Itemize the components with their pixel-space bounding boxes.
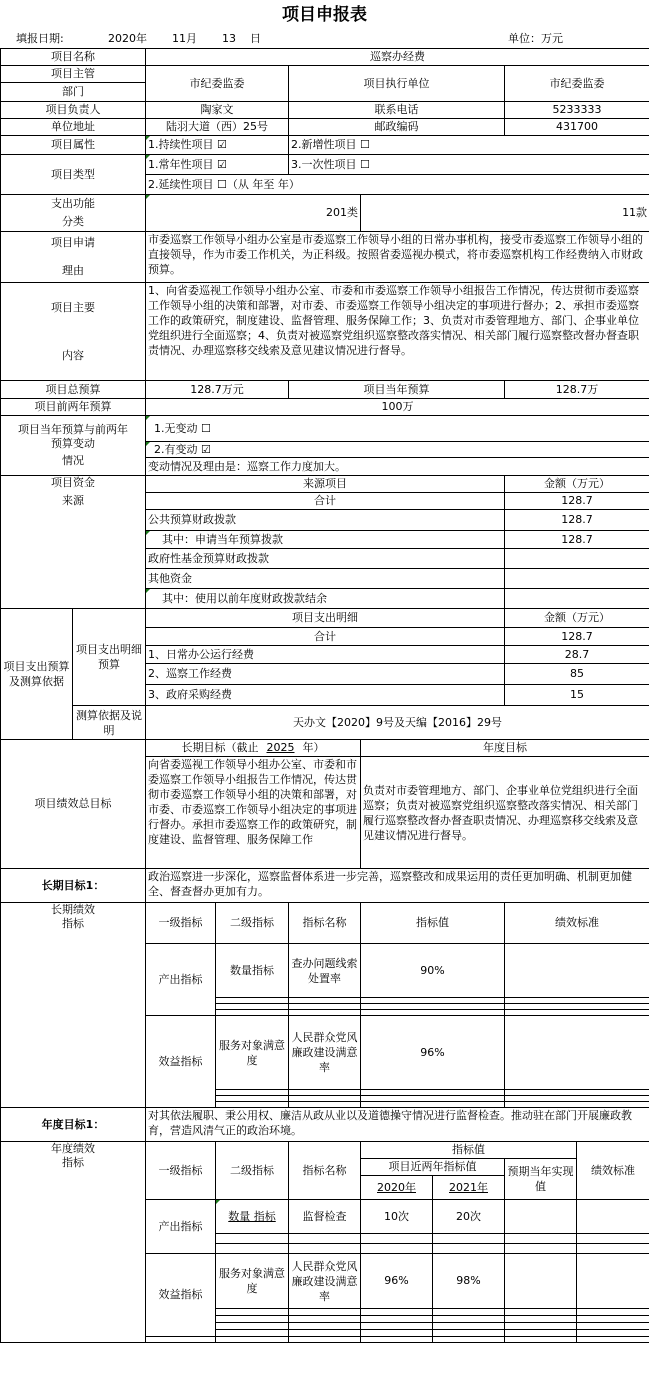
long-col-value: 指标值: [361, 903, 505, 944]
budget-change-label-3: 情况: [62, 454, 84, 467]
fund-row-amount: [505, 549, 649, 569]
budget-change-label-1: 项目当年预算与前两年: [18, 423, 128, 436]
post-value: 431700: [505, 119, 649, 136]
exec-unit-value: 市纪委监委: [505, 66, 649, 102]
annual-col-l2: 二级指标: [216, 1142, 289, 1200]
annual-benefit-expected: [505, 1254, 577, 1309]
fund-row-name: 合计: [146, 493, 505, 510]
content-label-1: 项目主要: [51, 300, 95, 314]
leader-label: 项目负责人: [1, 102, 146, 119]
annual-col-recent: 项目近两年指标值: [361, 1159, 505, 1176]
annual-perf-label-2: 指标: [62, 1156, 84, 1169]
type-option-1: 1.常年性项目 ☑: [146, 155, 289, 175]
form-title: 项目申报表: [282, 5, 367, 25]
annual-benefit-std: [577, 1254, 649, 1309]
budget-change-label: [1, 416, 146, 476]
annual-output-expected: [505, 1200, 577, 1234]
annual-benefit-name: 人民群众党风廉政建设满意率: [289, 1254, 361, 1309]
type-option-3: 3.一次性项目 ☐: [289, 155, 649, 175]
content-text: 1、向省委巡视工作领导小组办公室、市委和市委巡察工作领导小组报告工作情况，传达贯彻市委巡察工作领导小组的决策和部署，对市委、市委巡察工作领导小组决定的事项进行督办；2、承担市委巡察工作的政策研究，制度建设、监督管理、服务保障工作；3、负责对市委管理地方、部门、企事业单位党组织进行全面巡察；4、负责对被巡察党组织巡察整改落实情况、相关部门履行巡察整改督办督查职责情况、办理巡察移交线索及意见建议情况进行督导。: [146, 283, 649, 381]
fill-date-day-suffix: 日: [250, 32, 261, 45]
prev-budget-value: 100万: [146, 399, 649, 416]
annual-output-l2: 数量 指标: [216, 1200, 289, 1234]
fund-row-amount: 128.7: [505, 493, 649, 510]
annual-benefit-2021: 98%: [433, 1254, 505, 1309]
annual-output-std: [577, 1200, 649, 1234]
type-label: 项目类型: [1, 155, 146, 195]
long-col-l1: 一级指标: [146, 903, 216, 944]
fill-date-month: 11月: [172, 32, 197, 45]
dept-label-1: 项目主管: [1, 66, 146, 83]
function-label-1: 支出功能: [51, 197, 95, 210]
exec-unit-label: 项目执行单位: [289, 66, 505, 102]
annual-output-2021: 20次: [433, 1200, 505, 1234]
phone-value: 5233333: [505, 102, 649, 119]
reason-text: 市委巡察工作领导小组办公室是市委巡察工作领导小组的日常办事机构，接受市委巡察工作领导小组的直接领导，作为市委工作机关，为正科级。按照省委巡视办模式，将市委巡察机构工作经费纳入市财政预算。: [146, 232, 649, 283]
fund-row-amount: 128.7: [505, 510, 649, 531]
annual-col-std: 绩效标准: [577, 1142, 649, 1200]
fund-row-amount: [505, 569, 649, 589]
expense-col-amount: 金额（万元）: [505, 609, 649, 628]
long-output-value: 90%: [361, 944, 505, 998]
current-budget-value: 128.7万: [505, 381, 649, 399]
annual-output-label: 产出指标: [146, 1200, 216, 1254]
long-goal-label: 长期目标1：: [1, 869, 146, 903]
dept-label-2: 部门: [1, 83, 146, 102]
long-goal-text: 政治巡察进一步深化，巡察监督体系进一步完善，巡察整改和成果运用的责任更加明确、机制更加健全、督查督办更加有力。: [146, 869, 649, 903]
annual-perf-label-1: 年度绩效: [51, 1142, 95, 1155]
expense-col-detail: 项目支出明细: [146, 609, 505, 628]
budget-change-option-2: 2.有变动 ☑: [146, 442, 649, 458]
project-name-label: 项目名称: [1, 49, 146, 66]
prev-budget-label: 项目前两年预算: [1, 399, 146, 416]
budget-change-label-2: 预算变动: [51, 437, 95, 450]
current-budget-label: 项目当年预算: [289, 381, 505, 399]
fund-row-name: 政府性基金预算财政拨款: [146, 549, 505, 569]
perf-long-head: [146, 740, 361, 757]
fund-source-label-2: 来源: [62, 494, 84, 507]
fund-row-name: 其中：使用以前年度财政拨款结余: [146, 589, 505, 609]
total-budget-label: 项目总预算: [1, 381, 146, 399]
annual-col-2021: [433, 1176, 505, 1200]
function-label: [1, 195, 146, 232]
fund-source-label-1: 项目资金: [51, 476, 95, 489]
content-label: [1, 283, 146, 381]
annual-output-name: 监督检查: [289, 1200, 361, 1234]
perf-long-head-year: 2025: [266, 741, 295, 754]
long-perf-label-1: 长期绩效: [51, 903, 95, 916]
annual-goal-label: 年度目标1：: [1, 1108, 146, 1142]
long-col-l2: 二级指标: [216, 903, 289, 944]
long-perf-label: [1, 903, 146, 1108]
expense-row-name: 2、巡察工作经费: [146, 664, 505, 685]
reason-label: [1, 232, 146, 283]
annual-col-l1: 一级指标: [146, 1142, 216, 1200]
expense-basis-value: 天办文【2020】9号及天编【2016】29号: [146, 706, 649, 740]
project-application-form: [0, 48, 649, 1343]
fund-row-amount: 128.7: [505, 531, 649, 549]
perf-long-head-1: 长期目标（截止: [181, 741, 259, 754]
annual-benefit-2020: 96%: [361, 1254, 433, 1309]
function-label-2: 分类: [62, 215, 84, 228]
type-option-2: 2.延续性项目 ☐（从 年至 年）: [146, 175, 649, 195]
attribute-label: 项目属性: [1, 136, 146, 155]
long-benefit-label: 效益指标: [146, 1016, 216, 1108]
perf-long-text: 向省委巡视工作领导小组办公室、市委和市委巡察工作领导小组报告工作情况，传达贯彻市委巡察工作领导小组的决策和部署，对市委、市委巡察工作领导小组决定的事项进行督办。承担市委巡察工作的政策研究，制度建设、监督管理、服务保障工作: [146, 757, 361, 869]
fill-date-year: 2020年: [108, 32, 147, 45]
reason-label-2: 理由: [62, 264, 84, 277]
expense-row-amount: 85: [505, 664, 649, 685]
annual-goal-text: 对其依法履职、秉公用权、廉洁从政从业以及道德操守情况进行监督检查。推动驻在部门开展廉政教育，营造风清气正的政治环境。: [146, 1108, 649, 1142]
long-perf-label-2: 指标: [62, 917, 84, 930]
long-benefit-name: 人民群众党风廉政建设满意率: [289, 1016, 361, 1090]
attribute-option-2: 2.新增性项目 ☐: [289, 136, 649, 155]
fund-source-label: [1, 476, 146, 609]
long-output-l2: 数量指标: [216, 944, 289, 998]
total-budget-value: 128.7万元: [146, 381, 289, 399]
long-col-std: 绩效标准: [505, 903, 649, 944]
annual-col-2020: [361, 1176, 433, 1200]
long-output-label: 产出指标: [146, 944, 216, 1016]
perf-annual-head: 年度目标: [361, 740, 649, 757]
attribute-option-1: 1.持续性项目 ☑: [146, 136, 289, 155]
annual-benefit-l2: 服务对象满意度: [216, 1254, 289, 1309]
unit-label: 单位：万元: [508, 32, 563, 45]
annual-col-2020-text: 2020年: [377, 1180, 416, 1194]
perf-long-head-2: 年）: [302, 741, 325, 754]
post-label: 邮政编码: [289, 119, 505, 136]
function-item: 11款: [361, 195, 649, 232]
perf-total-label: 项目绩效总目标: [1, 740, 146, 869]
expense-row-name: 1、日常办公运行经费: [146, 646, 505, 664]
fund-col-source: 来源项目: [146, 476, 505, 493]
annual-col-name: 指标名称: [289, 1142, 361, 1200]
annual-output-2020: 10次: [361, 1200, 433, 1234]
long-benefit-std: [505, 1016, 649, 1090]
budget-change-option-1: 1.无变动 ☐: [146, 416, 649, 442]
expense-basis-label: 测算依据及说明: [73, 706, 146, 740]
fund-row-name: 其中：申请当年预算拨款: [146, 531, 505, 549]
expense-inner-label: 项目支出明细预算: [73, 609, 146, 706]
long-output-std: [505, 944, 649, 998]
annual-col-expected: 预期当年实现值: [505, 1159, 577, 1200]
expense-row-amount: 28.7: [505, 646, 649, 664]
perf-annual-text: 负责对市委管理地方、部门、企事业单位党组织进行全面巡察；负责对被巡察党组织巡察整改落实情况、相关部门履行巡察整改督办督查职责情况、办理巡察移交线索及意见建议情况进行督导。: [361, 757, 649, 869]
long-benefit-l2: 服务对象满意度: [216, 1016, 289, 1090]
annual-col-2021-text: 2021年: [449, 1180, 488, 1194]
address-value: 陆羽大道（西）25号: [146, 119, 289, 136]
phone-label: 联系电话: [289, 102, 505, 119]
annual-perf-label: [1, 1142, 146, 1343]
budget-change-reason: 变动情况及理由是：巡察工作力度加大。: [146, 458, 649, 476]
annual-benefit-label: 效益指标: [146, 1254, 216, 1337]
fund-row-name: 其他资金: [146, 569, 505, 589]
fund-row-amount: [505, 589, 649, 609]
expense-row-name: 3、政府采购经费: [146, 685, 505, 706]
leader-value: 陶家文: [146, 102, 289, 119]
expense-row-name: 合计: [146, 628, 505, 646]
fill-date-label: 填报日期:: [16, 32, 64, 45]
address-label: 单位地址: [1, 119, 146, 136]
fund-row-name: 公共预算财政拨款: [146, 510, 505, 531]
function-class: 201类: [146, 195, 361, 232]
dept-value: 市纪委监委: [146, 66, 289, 102]
project-name-value: 巡察办经费: [146, 49, 649, 66]
long-output-name: 查办问题线索处置率: [289, 944, 361, 998]
expense-row-amount: 128.7: [505, 628, 649, 646]
reason-label-1: 项目申请: [51, 236, 95, 249]
content-label-2: 内容: [62, 348, 84, 362]
expense-row-amount: 15: [505, 685, 649, 706]
annual-col-value: 指标值: [361, 1142, 577, 1159]
fund-col-amount: 金额（万元）: [505, 476, 649, 493]
long-col-name: 指标名称: [289, 903, 361, 944]
expense-outer-label: 项目支出预算及测算依据: [1, 609, 73, 740]
fill-date-day: 13: [222, 32, 236, 45]
long-benefit-value: 96%: [361, 1016, 505, 1090]
